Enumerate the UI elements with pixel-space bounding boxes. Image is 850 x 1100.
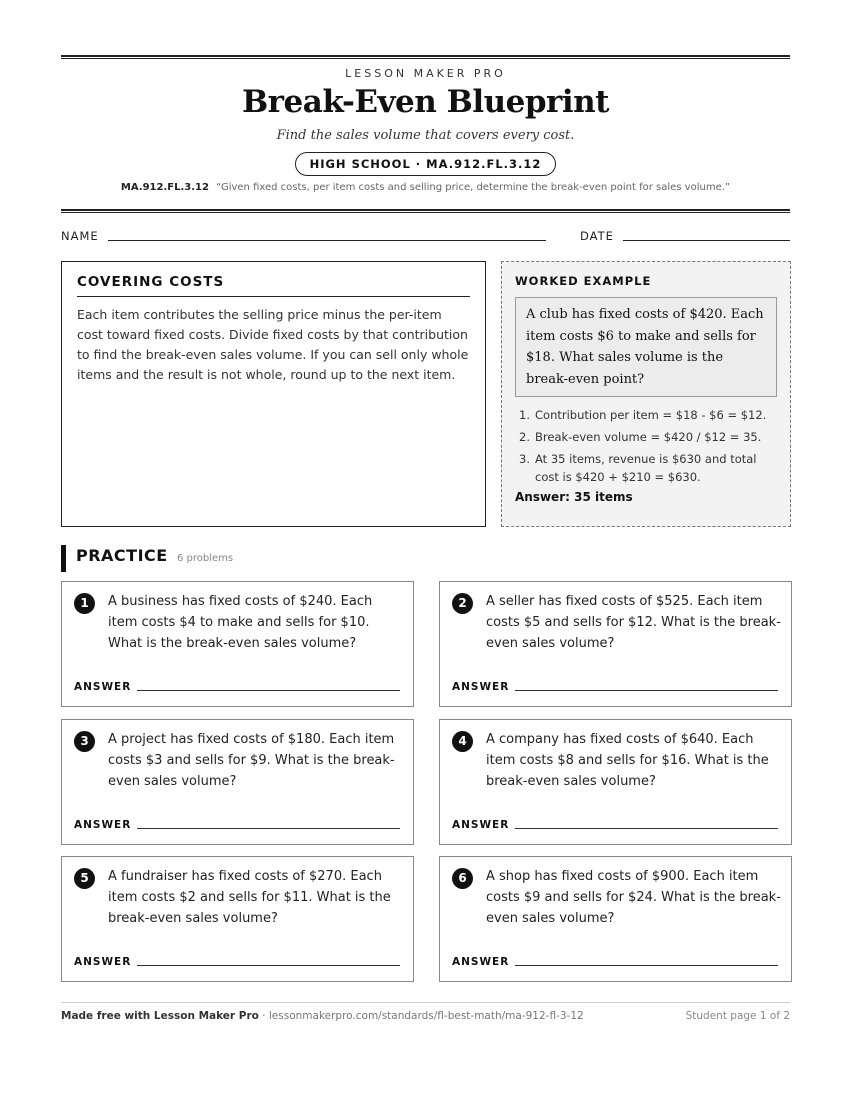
problem-text: A project has fixed costs of $180. Each item costs $3 and sells for $9. What is the break-even sales volume? xyxy=(108,732,395,789)
problem-text: A shop has fixed costs of $900. Each item costs $9 and sells for $24. What is the break-even sales volume? xyxy=(486,869,781,926)
answer-label: ANSWER xyxy=(452,956,510,968)
standard-line xyxy=(61,182,790,193)
page-subtitle: Find the sales volume that covers every cost. xyxy=(276,128,575,143)
page-title: Break-Even Blueprint xyxy=(241,84,609,120)
grade-pill-wrap xyxy=(61,152,790,176)
practice-count: 6 problems xyxy=(177,553,234,564)
problem-card-6 xyxy=(439,856,792,982)
footer-url[interactable]: · lessonmakerpro.com/standards/fl-best-math/ma-912-fl-3-12 xyxy=(262,1010,584,1022)
footer-divider xyxy=(61,1002,790,1003)
name-field[interactable] xyxy=(108,240,546,241)
problem-text: A seller has fixed costs of $525. Each item costs $5 and sells for $12. What is the break-even sales volume? xyxy=(486,594,781,651)
problem-text: A fundraiser has fixed costs of $270. Each item costs $2 and sells for $11. What is the break-even sales volume? xyxy=(108,869,391,926)
date-label: DATE xyxy=(580,229,614,243)
standard-description: “Given fixed costs, per item costs and selling price, determine the break-even point for sales volume.” xyxy=(216,182,731,193)
practice-accent-bar xyxy=(61,545,66,572)
worked-example-step: 1. Contribution per item = $18 - $6 = $12. xyxy=(519,408,767,422)
answer-field-5[interactable] xyxy=(137,965,400,966)
footer-credit xyxy=(61,1010,584,1022)
covering-costs-heading: COVERING COSTS xyxy=(77,274,470,297)
standard-code: MA.912.FL.3.12 xyxy=(120,182,209,193)
name-label: NAME xyxy=(61,229,99,243)
worked-example-step: 3. At 35 items, revenue is $630 and total cost is $420 + $210 = $630. xyxy=(519,452,757,484)
name-date-row xyxy=(61,229,790,245)
answer-field-3[interactable] xyxy=(137,828,400,829)
problem-number: 6 xyxy=(452,868,473,889)
answer-field-2[interactable] xyxy=(515,690,778,691)
worked-example-steps xyxy=(515,406,777,486)
answer-field-4[interactable] xyxy=(515,828,778,829)
covering-costs-body: Each item contributes the selling price minus the per-item cost toward fixed costs. Divide fixed costs by that contribution to find the break-even sales volume. If you can sell only whole items and the result is not whole, round up to the next item. xyxy=(77,307,469,382)
answer-label: ANSWER xyxy=(452,681,510,693)
top-double-rule xyxy=(61,55,790,59)
problem-text: A company has fixed costs of $640. Each item costs $8 and sells for $16. What is the break-even sales volume? xyxy=(486,732,769,789)
footer-made-with: Made free with Lesson Maker Pro xyxy=(61,1010,259,1022)
problem-number: 4 xyxy=(452,731,473,752)
date-field[interactable] xyxy=(623,240,790,241)
problem-card-1 xyxy=(61,581,414,707)
covering-costs-box xyxy=(61,261,486,527)
answer-label: ANSWER xyxy=(452,819,510,831)
answer-label: ANSWER xyxy=(74,956,132,968)
practice-heading: PRACTICE xyxy=(76,546,168,565)
brand-name: LESSON MAKER PRO xyxy=(345,67,506,80)
header-double-rule xyxy=(61,209,790,213)
worked-example-problem: A club has fixed costs of $420. Each item costs $6 to make and sells for $18. What sales volume is the break-even point? xyxy=(515,297,777,397)
problem-number: 5 xyxy=(74,868,95,889)
worked-example-heading: WORKED EXAMPLE xyxy=(515,274,652,288)
answer-field-6[interactable] xyxy=(515,965,778,966)
footer-page-number: Student page 1 of 2 xyxy=(685,1010,790,1022)
problem-number: 3 xyxy=(74,731,95,752)
problem-card-5 xyxy=(61,856,414,982)
answer-label: ANSWER xyxy=(74,681,132,693)
problem-card-2 xyxy=(439,581,792,707)
answer-field-1[interactable] xyxy=(137,690,400,691)
problem-text: A business has fixed costs of $240. Each item costs $4 to make and sells for $10. What is the break-even sales volume? xyxy=(108,594,373,651)
worked-example-box xyxy=(501,261,791,527)
worked-example-answer: Answer: 35 items xyxy=(515,490,633,504)
problem-card-3 xyxy=(61,719,414,845)
problem-card-4 xyxy=(439,719,792,845)
worked-example-step: 2. Break-even volume = $420 / $12 = 35. xyxy=(519,430,762,444)
answer-label: ANSWER xyxy=(74,819,132,831)
grade-standard-pill: HIGH SCHOOL · MA.912.FL.3.12 xyxy=(295,152,557,176)
problem-number: 2 xyxy=(452,593,473,614)
problem-number: 1 xyxy=(74,593,95,614)
